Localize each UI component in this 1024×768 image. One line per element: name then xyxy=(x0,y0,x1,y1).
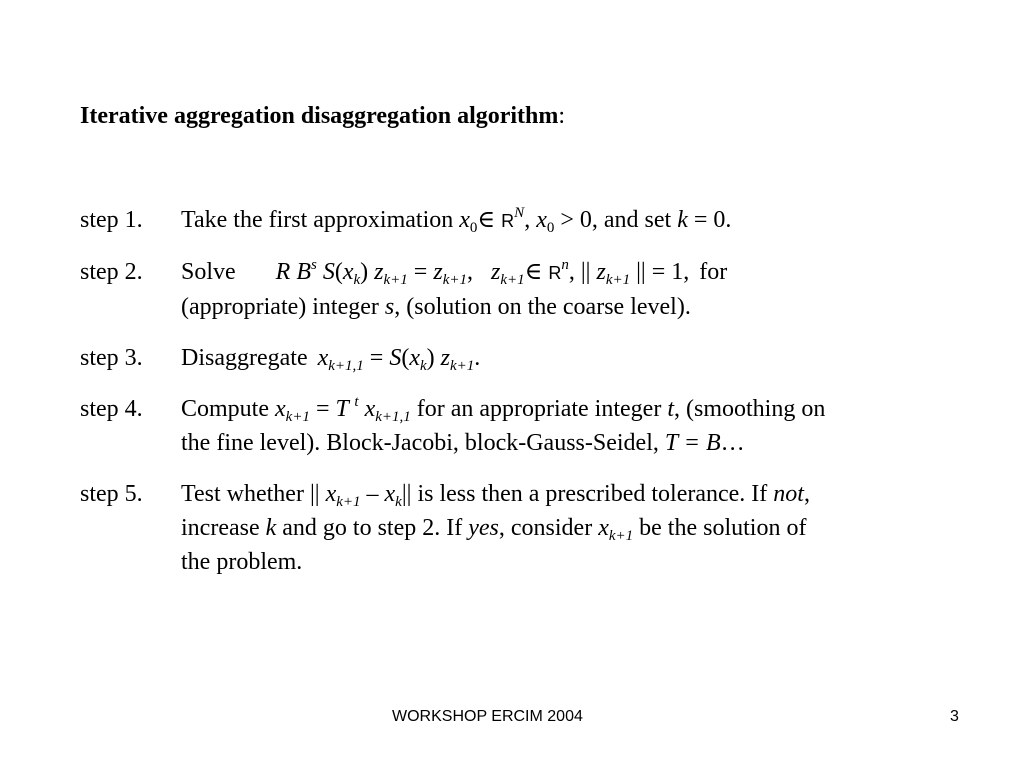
norm-bars: || xyxy=(401,481,412,507)
text: Take the first approximation xyxy=(181,207,460,233)
text: Test whether xyxy=(181,481,310,507)
var-t: t xyxy=(667,396,674,422)
text: Compute xyxy=(181,396,275,422)
var-s: s xyxy=(384,294,395,320)
step-5-line-3: the problem. xyxy=(181,549,303,575)
text: for xyxy=(699,259,728,285)
step-4-label: step 4. xyxy=(80,396,143,422)
superscript: n xyxy=(561,257,569,273)
step-1-body xyxy=(181,203,961,238)
step-2-body xyxy=(181,255,961,324)
step-4-line-2 xyxy=(181,426,961,460)
var-x: x xyxy=(409,345,420,371)
real-set-symbol: R xyxy=(548,263,562,283)
var-rb: R B xyxy=(275,259,311,285)
text: , consider xyxy=(498,515,599,541)
real-set-symbol: R xyxy=(501,211,515,231)
subscript: k+1 xyxy=(605,272,631,288)
subscript: k+1 xyxy=(285,409,310,425)
var-x: x xyxy=(598,515,609,541)
text: Disaggregate xyxy=(181,345,308,371)
var-k: k xyxy=(677,207,688,233)
var-z: z xyxy=(490,259,501,285)
subscript: k+1,1 xyxy=(328,358,364,374)
var-x: x xyxy=(325,481,337,507)
text: , xyxy=(568,259,581,285)
text: Solve xyxy=(181,259,236,285)
page-number: 3 xyxy=(950,708,959,725)
text: . xyxy=(474,345,481,371)
text: ) xyxy=(426,345,441,371)
step-5-body xyxy=(181,477,961,579)
footer-title: WORKSHOP ERCIM 2004 xyxy=(392,708,583,725)
step-2-line-2 xyxy=(181,290,961,324)
subscript: k+1 xyxy=(383,272,408,288)
title-colon: : xyxy=(558,103,566,129)
var-x: x xyxy=(317,345,329,371)
subscript: k xyxy=(353,272,361,288)
step-5-line-2 xyxy=(181,511,961,545)
var-t-equals-b: T = B xyxy=(664,430,721,456)
var-k: k xyxy=(265,515,277,541)
text: is less then a prescribed tolerance. If xyxy=(411,481,774,507)
text: ( xyxy=(334,259,343,285)
text: = xyxy=(309,396,336,422)
text: (appropriate) integer xyxy=(181,294,385,320)
subscript: 0 xyxy=(546,220,555,236)
text: , xyxy=(466,259,473,285)
title-text: Iterative aggregation disaggregation algorithm xyxy=(80,103,559,129)
var-z: z xyxy=(433,259,443,285)
var-x: x xyxy=(459,207,470,233)
var-t: T xyxy=(335,396,355,422)
text: , xyxy=(803,481,810,507)
text: , (smoothing on xyxy=(673,396,826,422)
text: || = 1, xyxy=(630,259,690,285)
element-of-symbol: ∈ xyxy=(477,207,502,233)
step-3-line-1 xyxy=(181,341,961,375)
subscript: k+1 xyxy=(500,272,525,288)
var-x: x xyxy=(275,396,286,422)
text: , (solution on the coarse level). xyxy=(394,294,691,320)
step-1-line-1 xyxy=(181,203,961,238)
text: > 0, and set xyxy=(554,207,678,233)
step-5-label: step 5. xyxy=(80,481,143,507)
step-2-line-1 xyxy=(181,255,961,290)
step-4-body xyxy=(181,392,961,460)
var-x: x xyxy=(384,481,396,507)
subscript: k+1 xyxy=(608,528,634,544)
superscript: s xyxy=(311,257,317,273)
text: ( xyxy=(401,345,410,371)
subscript: 0 xyxy=(469,220,478,236)
subscript: k+1,1 xyxy=(375,409,411,425)
slide-title xyxy=(80,100,565,132)
subscript: k+1 xyxy=(442,272,467,288)
subscript: k+1 xyxy=(336,494,361,510)
text: ) xyxy=(360,259,375,285)
text: increase xyxy=(181,515,266,541)
text: , xyxy=(524,207,537,233)
step-3-body xyxy=(181,341,961,375)
text: = xyxy=(363,345,390,371)
text: the fine level). Block-Jacobi, block-Gauss-Seidel, xyxy=(181,430,665,456)
subscript: k xyxy=(395,494,402,510)
norm-bars: || xyxy=(309,481,326,507)
element-of-symbol: ∈ xyxy=(524,259,549,285)
text: – xyxy=(360,481,385,507)
var-x: x xyxy=(536,207,547,233)
text: be the solution of xyxy=(633,515,807,541)
superscript: t xyxy=(354,394,359,410)
step-4-line-1 xyxy=(181,392,961,426)
subscript: k xyxy=(420,358,427,374)
text: … xyxy=(720,430,745,456)
norm-bars: || xyxy=(580,259,597,285)
var-z: z xyxy=(596,259,606,285)
emphasis-not: not xyxy=(773,481,804,507)
emphasis-yes: yes xyxy=(468,515,499,541)
var-z: z xyxy=(440,345,451,371)
text: = 0. xyxy=(687,207,732,233)
text: for an appropriate integer xyxy=(410,396,668,422)
text: = xyxy=(407,259,434,285)
var-x: x xyxy=(342,259,354,285)
step-2-label: step 2. xyxy=(80,259,143,285)
var-z: z xyxy=(374,259,384,285)
subscript: k+1 xyxy=(450,358,475,374)
step-1-label: step 1. xyxy=(80,207,143,233)
var-s: S xyxy=(322,259,335,285)
var-x: x xyxy=(358,396,376,422)
text: and go to step 2. If xyxy=(276,515,469,541)
step-3-label: step 3. xyxy=(80,345,143,371)
var-s: S xyxy=(389,345,402,371)
step-5-line-1 xyxy=(181,477,961,511)
superscript: N xyxy=(514,205,525,221)
